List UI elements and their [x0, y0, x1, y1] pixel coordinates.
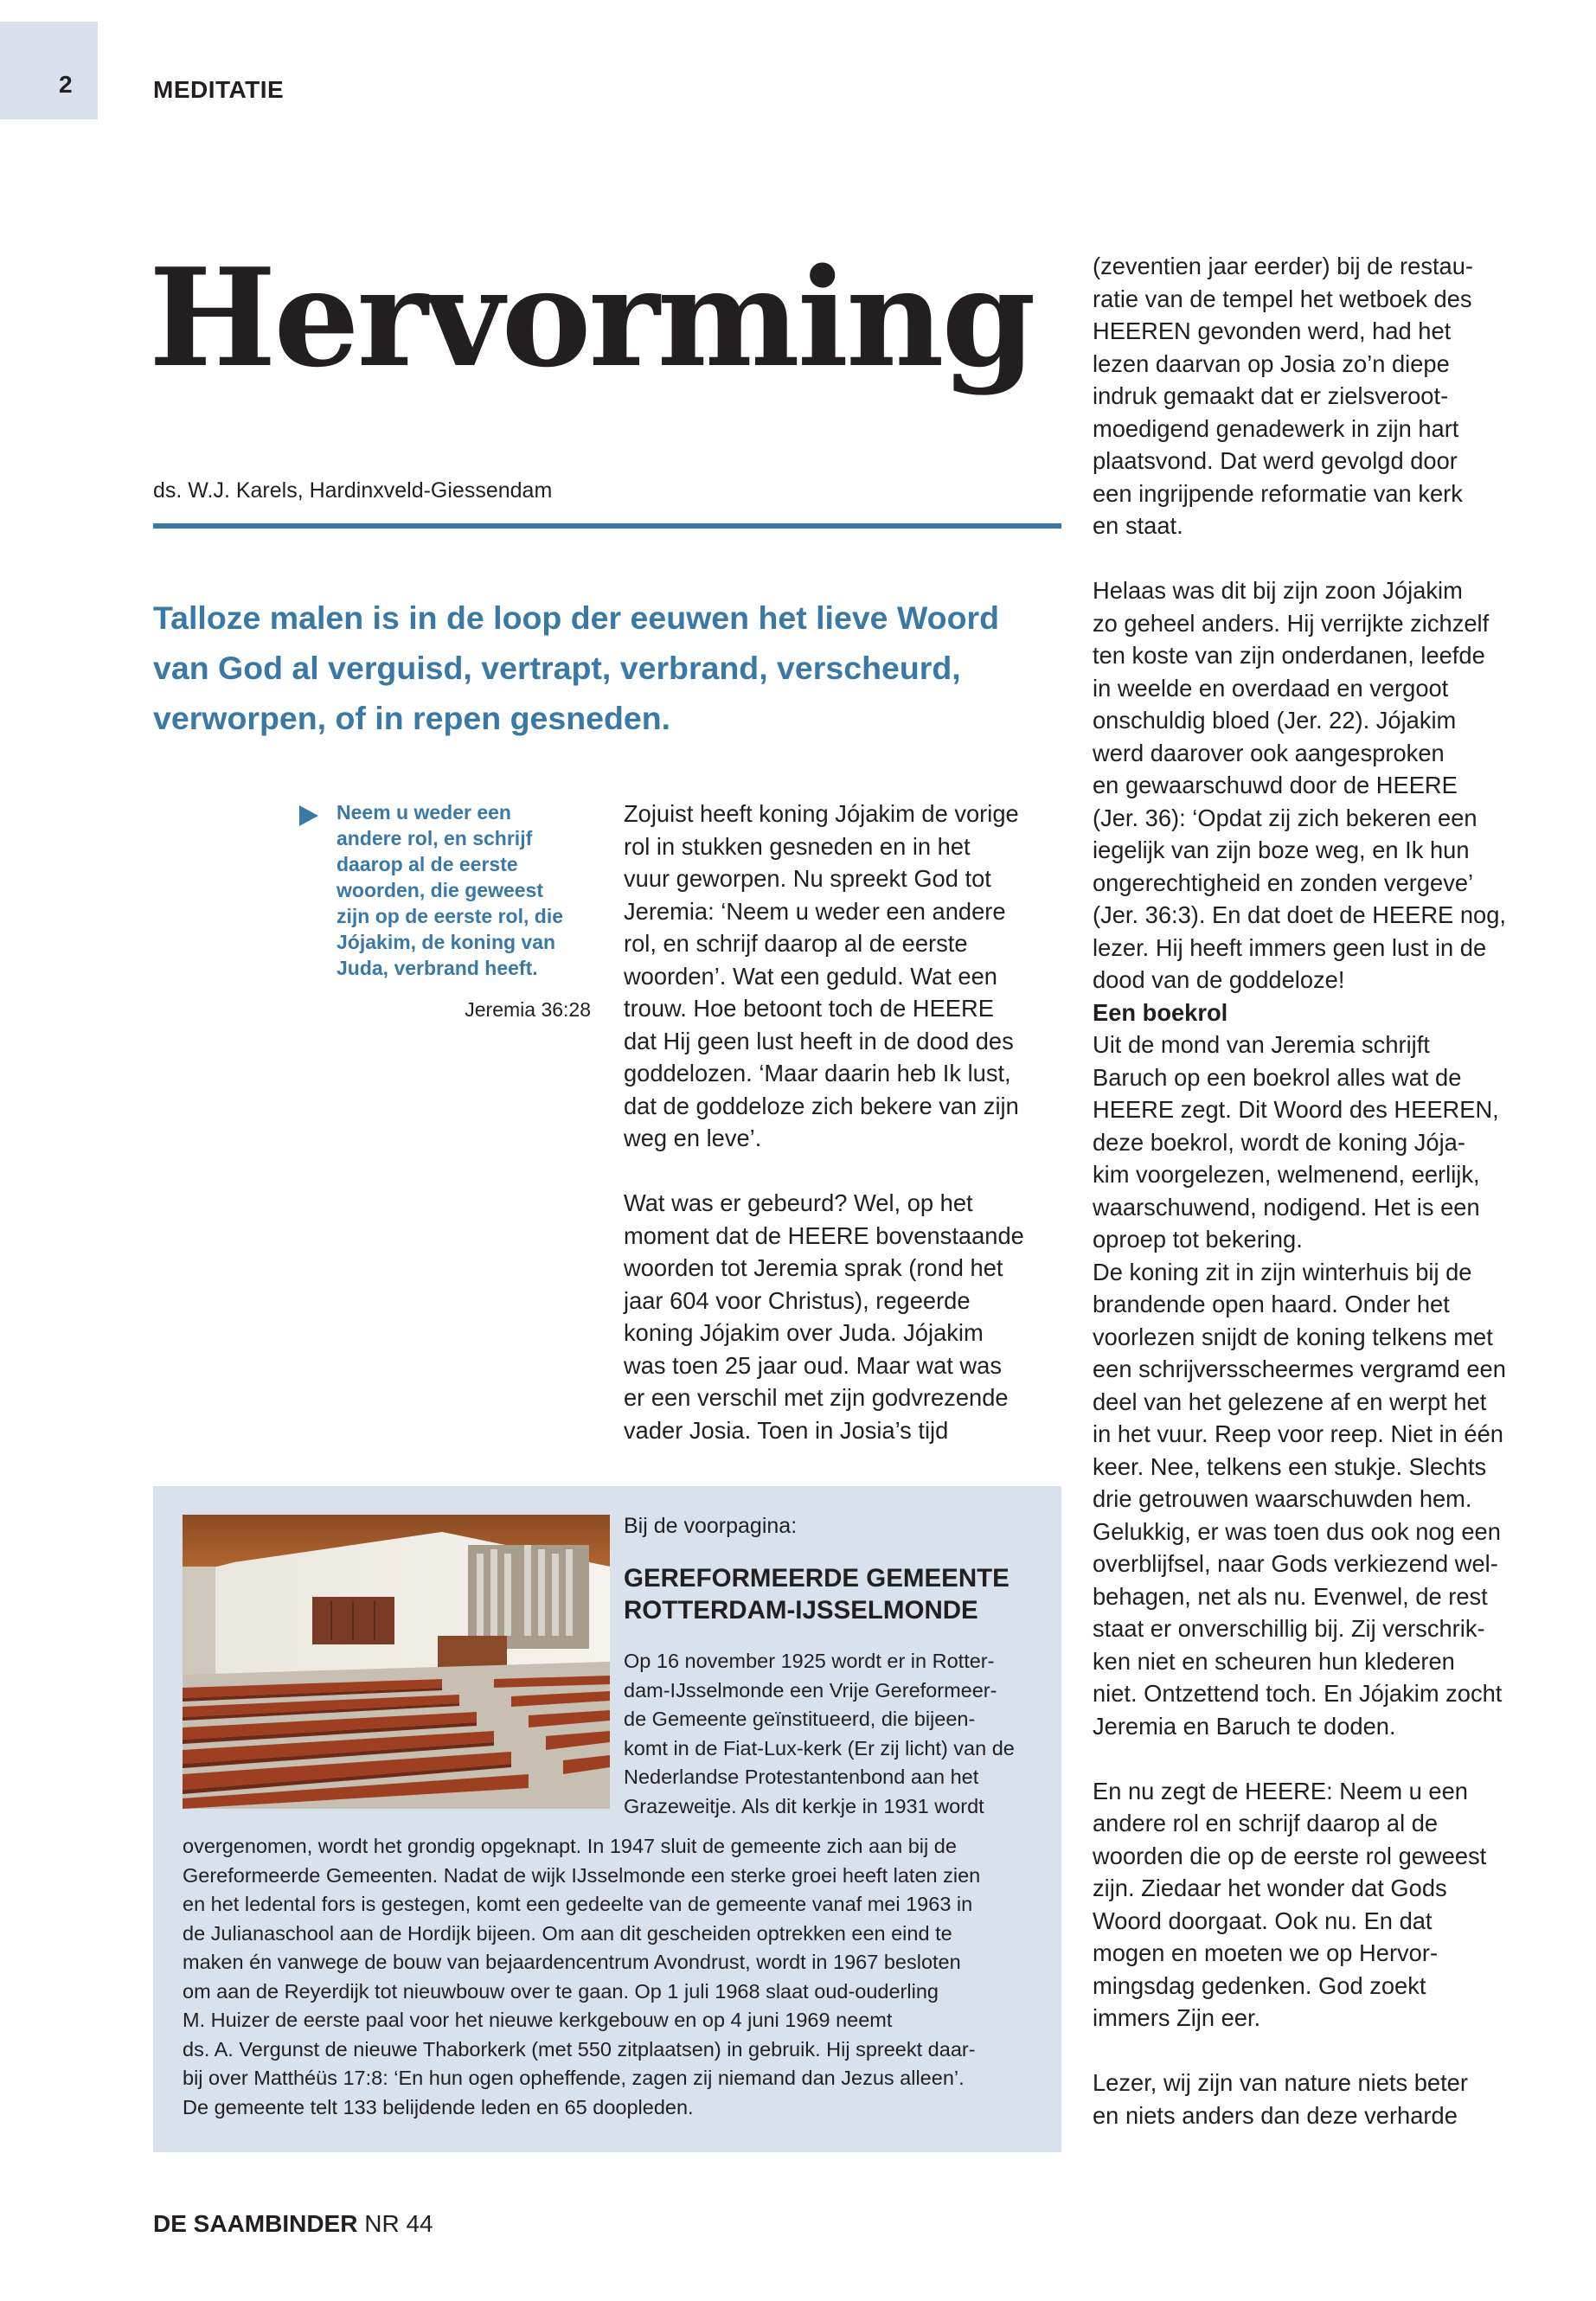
cover-box-heading: GEREFORMEERDE GEMEENTE ROTTERDAM-IJSSELMONDE [624, 1564, 1010, 1625]
cover-box-text-bottom: overgenomen, wordt het grondig opgeknapt. In 1947 sluit de gemeente zich aan bij de Gereformeerde Gemeenten. Nadat de wijk IJsselmonde een sterke groei heeft laten zien en het ledental fors is gestegen, komt een gedeelte van de gemeente vanaf mei 1963 in de Julianaschool aan de Hordijk bijeen. Om aan dit gescheiden optrekken een eind te maken én vanwege de bouw van bejaardencentrum Avondrust, wordt in 1967 besloten om aan de Reyerdijk tot nieuwbouw over te gaan. Op 1 juli 1968 slaat oud-ouderling M. Huizer de eerste paal voor het nieuwe kerkgebouw en op 4 juni 1969 neemt ds. A. Vergunst de nieuwe Thaborkerk (met 550 zitplaatsen) in gebruik. Hij spreekt daar- bij over Matthéüs 17:8: ‘En hun ogen opheffende, zagen zij niemand dan Jezus alleen’. De gemeente telt 133 belijdende leden en 65 doopleden. [183, 1835, 981, 2118]
article-title: Hervorming [149, 239, 1034, 397]
page-number-tab [0, 22, 98, 119]
column-right-text-1: (zeventien jaar eerder) bij de restau- ratie van de tempel het wetboek des HEEREN gevonden werd, had het lezen daarvan op Josia zo’n diepe indruk gemaakt dat er zielsveroot- moedigend genadewerk in zijn hart plaatsvond. Dat werd gevolgd door een ingrijpende reformatie van kerk en staat. Helaas was dit bij zijn zoon Jójakim zo geheel anders. Hij verrijkte zichzelf ten koste van zijn onderdanen, leefde in weelde en overdaad en vergoot onschuldig bloed (Jer. 22). Jójakim werd daarover ook aangesproken en gewaarschuwd door de HEERE (Jer. 36): ‘Opdat zij zich bekeren een iegelijk van zijn boze weg, en Ik hun ongerechtigheid en zonden vergeve’ (Jer. 36:3). En dat doet de HEERE nog, lezer. Hij heeft immers geen lust in de dood van de goddeloze! [1093, 253, 1506, 993]
article-column-middle: Zojuist heeft koning Jójakim de vorige rol in stukken gesneden en in het vuur geworpen. Nu spreekt God tot Jeremia: ‘Neem u weder een andere rol, en schrijf daarop al de eerste woorden’. Wat een geduld. Wat een trouw. Hoe betoont toch de HEERE dat Hij geen lust heeft in de dood des goddelozen. ‘Maar daarin heb Ik lust, dat de goddeloze zich bekere van zijn weg en leve’. Wat was er gebeurd? Wel, op het moment dat de HEERE bovenstaande woorden tot Jeremia sprak (rond het jaar 604 voor Christus), regeerde koning Jójakim over Juda. Jójakim was toen 25 jaar oud. Maar wat was er een verschil met zijn godvrezende vader Josia. Toen in Josia’s tijd [624, 800, 1024, 1444]
footer [153, 2210, 433, 2238]
subheading-boekrol: Een boekrol [1093, 998, 1228, 1026]
column-right-text-2: Uit de mond van Jeremia schrijft Baruch op een boekrol alles wat de HEERE zegt. Dit Woord des HEEREN, deze boekrol, wordt de koning Jója- kim voorgelezen, welmenend, eerlijk, waarschuwend, nodigend. Het is een oproep tot bekering. De koning zit in zijn winterhuis bij de brandende open haard. Onder het voorlezen snijdt de koning telkens met een schrijversscheermes vergramd een deel van het gelezene af en werpt het in het vuur. Reep voor reep. Niet in één keer. Nee, telkens een stukje. Slechts drie getrouwen waarschuwden hem. Gelukkig, er was toen dus ook nog een overblijfsel, naar Gods verkiezend wel- behagen, net als nu. Evenwel, de rest staat er onverschillig bij. Zij verschrik- ken niet en scheuren hun klederen niet. Ontzettend toch. En Jójakim zocht Jeremia en Baruch te doden. En nu zegt de HEERE: Neem u een andere rol en schrijf daarop al de woorden die op de eerste rol geweest zijn. Ziedaar het wonder dat Gods Woord doorgaat. Ook nu. En dat mogen en moeten we op Hervor- mingsdag gedenken. God zoekt immers Zijn eer. Lezer, wij zijn van nature niets beter en niets anders dan deze verharde [1093, 1031, 1506, 2129]
article-intro: Talloze malen is in de loop der eeuwen het lieve Woord van God al verguisd, vertrapt, verbrand, verscheurd, verworpen, of in repen gesneden. [153, 599, 999, 736]
cover-box-label: Bij de voorpagina: [624, 1514, 798, 1538]
bible-quote-reference: Jeremia 36:28 [465, 998, 591, 1021]
footer-publication: DE SAAMBINDER [153, 2210, 358, 2237]
section-label: MEDITATIE [153, 76, 285, 103]
article-column-right [1093, 250, 1594, 2131]
title-divider [153, 523, 1061, 529]
quote-arrow-icon [299, 805, 318, 826]
church-interior-photo [183, 1515, 610, 1809]
page-number: 2 [59, 71, 73, 98]
footer-issue: NR 44 [364, 2210, 433, 2237]
bible-quote: Neem u weder een andere rol, en schrijf daarop al de eerste woorden, die geweest zijn op de eerste rol, die Jójakim, de koning van Juda, verbrand heeft. [337, 801, 564, 979]
article-byline: ds. W.J. Karels, Hardinxveld-Giessendam [153, 478, 553, 503]
cover-box-text-top: Op 16 november 1925 wordt er in Rotter- dam-IJsselmonde een Vrije Gereformeer- de Gemeente geïnstitueerd, die bijeen- komt in de Fiat-Lux-kerk (Er zij licht) van de Nederlandse Protestantenbond aan het Grazeweitje. Als dit kerkje in 1931 wordt [624, 1650, 1015, 1817]
